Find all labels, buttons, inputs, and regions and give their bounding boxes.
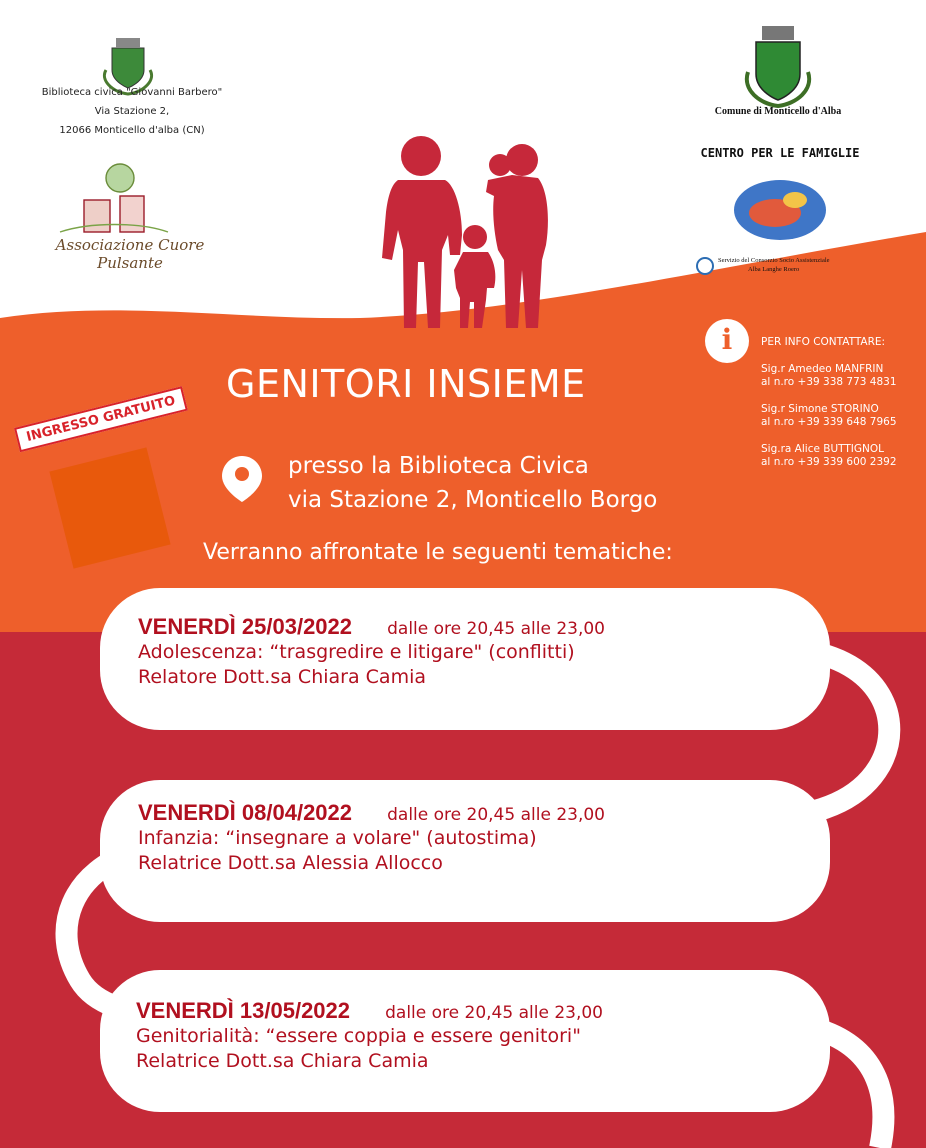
- library-street: Via Stazione 2,: [94, 106, 170, 117]
- contact-2-phone: al n.ro +39 339 648 7965: [761, 416, 897, 428]
- session-card-2: [138, 800, 818, 876]
- session-3-time: dalle ore 20,45 alle 23,00: [385, 1003, 603, 1023]
- consorzio-logo: [697, 258, 713, 274]
- session-2-speaker: Relatrice Dott.sa Alessia Allocco: [138, 852, 443, 874]
- consorzio-line1: Servizio del Consorzio Socio Assistenziale: [718, 257, 830, 264]
- crest-comune: [747, 26, 809, 106]
- comune-name: Comune di Monticello d'Alba: [714, 106, 842, 117]
- library-name: Biblioteca civica "Giovanni Barbero": [41, 87, 223, 98]
- family-center-painting: [734, 180, 826, 240]
- event-title: GENITORI INSIEME: [226, 362, 586, 406]
- session-3-speaker: Relatrice Dott.sa Chiara Camia: [136, 1050, 429, 1072]
- contact-2-name: Sig.r Simone STORINO: [761, 403, 879, 415]
- session-3-topic: Genitorialità: “essere coppia e essere genitori": [136, 1025, 581, 1047]
- info-heading: PER INFO CONTATTARE:: [761, 336, 886, 348]
- venue-line1: presso la Biblioteca Civica: [288, 453, 589, 479]
- session-2-topic: Infanzia: “insegnare a volare" (autostima): [138, 827, 537, 849]
- topics-heading: Verranno affrontate le seguenti tematiche:: [203, 540, 673, 565]
- contact-2: [761, 403, 926, 429]
- library-city: 12066 Monticello d'alba (CN): [59, 125, 205, 136]
- contact-3-name: Sig.ra Alice BUTTIGNOL: [761, 443, 884, 455]
- session-3-date: VENERDÌ 13/05/2022: [136, 998, 351, 1023]
- library-info: [36, 83, 228, 140]
- association-drawing: [60, 164, 168, 232]
- free-entry-badge: INGRESSO GRATUITO: [14, 386, 188, 452]
- session-2-time: dalle ore 20,45 alle 23,00: [387, 805, 605, 825]
- venue-line2: via Stazione 2, Monticello Borgo: [288, 487, 658, 513]
- contact-3: [761, 443, 926, 469]
- session-1-time: dalle ore 20,45 alle 23,00: [387, 619, 605, 639]
- consorzio-text: [718, 256, 868, 274]
- center-title: CENTRO PER LE FAMIGLIE: [700, 146, 860, 160]
- session-1-date: VENERDÌ 25/03/2022: [138, 614, 353, 639]
- info-panel: [761, 336, 926, 469]
- session-card-1: [138, 614, 818, 690]
- contact-1: [761, 363, 926, 389]
- session-1-speaker: Relatore Dott.sa Chiara Camia: [138, 666, 426, 688]
- location-pin-icon: [228, 454, 258, 504]
- info-icon: i: [721, 323, 733, 356]
- consorzio-line2: Alba Langhe Roero: [748, 266, 800, 273]
- family-silhouette: [382, 136, 548, 328]
- contact-1-phone: al n.ro +39 338 773 4831: [761, 376, 897, 388]
- venue: [288, 449, 657, 517]
- session-card-3: [136, 998, 816, 1074]
- session-2-date: VENERDÌ 08/04/2022: [138, 800, 353, 825]
- association-name: Associazione Cuore Pulsante: [55, 236, 205, 272]
- contact-1-name: Sig.r Amedeo MANFRIN: [761, 363, 884, 375]
- session-1-topic: Adolescenza: “trasgredire e litigare" (conflitti): [138, 641, 575, 663]
- contact-3-phone: al n.ro +39 339 600 2392: [761, 456, 897, 468]
